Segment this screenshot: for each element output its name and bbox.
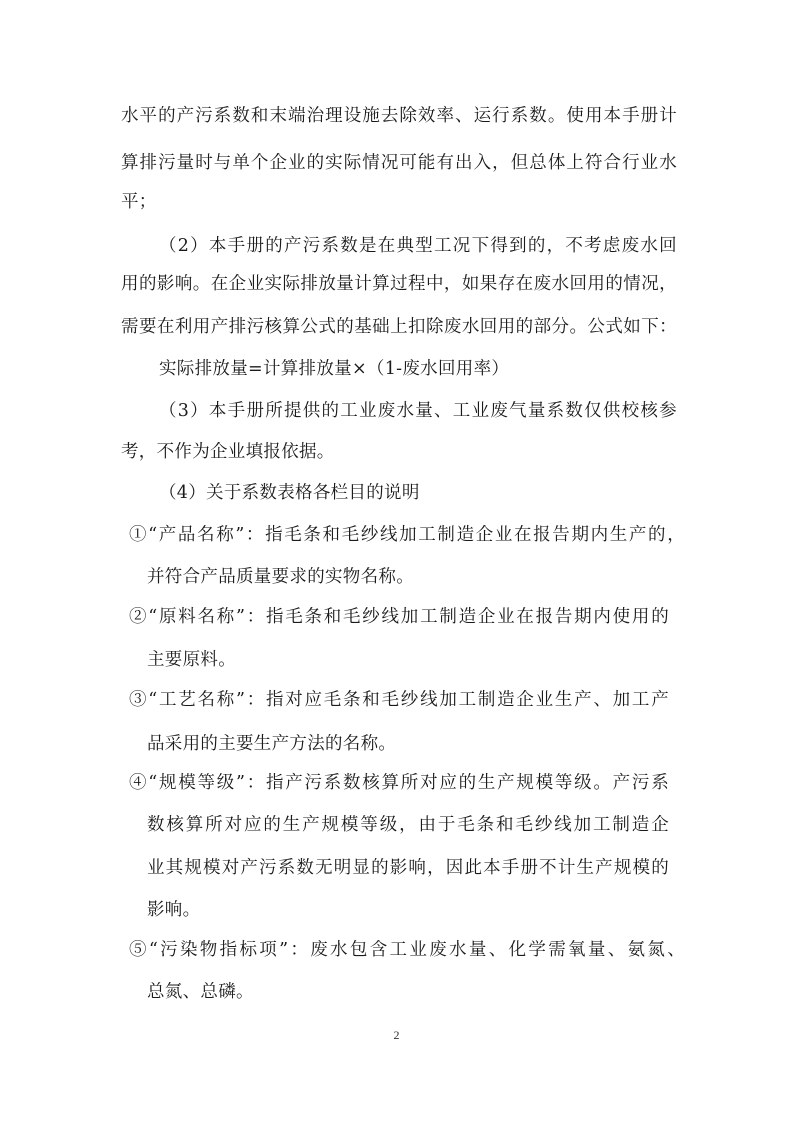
list-item-continuation: 并符合产品质量要求的实物名称。 [147, 567, 414, 587]
list-item-continuation: 总氮、总磷。 [147, 982, 254, 1002]
paragraph-line: 需要在利用产排污核算公式的基础上扣除废水回用的部分。公式如下： [121, 317, 677, 337]
formula: 实际排放量=计算排放量×（1-废水回用率） [159, 359, 510, 379]
paragraph-line: 水平的产污系数和末端治理设施去除效率、运行系数。使用本手册计 [121, 106, 677, 126]
list-item-continuation: 数核算所对应的生产规模等级，由于毛条和毛纱线加工制造企 [147, 815, 669, 835]
paragraph-line: （3）本手册所提供的工业废水量、工业废气量系数仅供校核参 [159, 401, 677, 421]
paragraph-line: 算排污量时与单个企业的实际情况可能有出入，但总体上符合行业水 [121, 153, 677, 173]
list-item: ⑤“污染物指标项”：废水包含工业废水量、化学需氧量、氨氮、 [129, 940, 685, 960]
list-item-continuation: 业其规模对产污系数无明显的影响，因此本手册不计生产规模的 [147, 858, 669, 878]
paragraph-line: （2）本手册的产污系数是在典型工况下得到的，不考虑废水回 [159, 236, 677, 256]
list-item: ①“产品名称”：指毛条和毛纱线加工制造企业在报告期内生产的， [129, 525, 685, 545]
list-item-continuation: 主要原料。 [147, 650, 236, 670]
section-heading: （4）关于系数表格各栏目的说明 [159, 483, 420, 503]
list-item-continuation: 品采用的主要生产方法的名称。 [147, 734, 397, 754]
list-item: ③“工艺名称”：指对应毛条和毛纱线加工制造企业生产、加工产 [129, 690, 669, 710]
paragraph-line: 用的影响。在企业实际排放量计算过程中，如果存在废水回用的情况， [121, 274, 677, 294]
list-item-continuation: 影响。 [147, 900, 201, 920]
list-item: ②“原料名称”：指毛条和毛纱线加工制造企业在报告期内使用的 [129, 607, 669, 627]
paragraph-line: 平； [121, 192, 157, 212]
paragraph-line: 考，不作为企业填报依据。 [121, 442, 335, 462]
page-number: 2 [393, 1028, 400, 1042]
list-item: ④“规模等级”：指产污系数核算所对应的生产规模等级。产污系 [129, 773, 669, 793]
